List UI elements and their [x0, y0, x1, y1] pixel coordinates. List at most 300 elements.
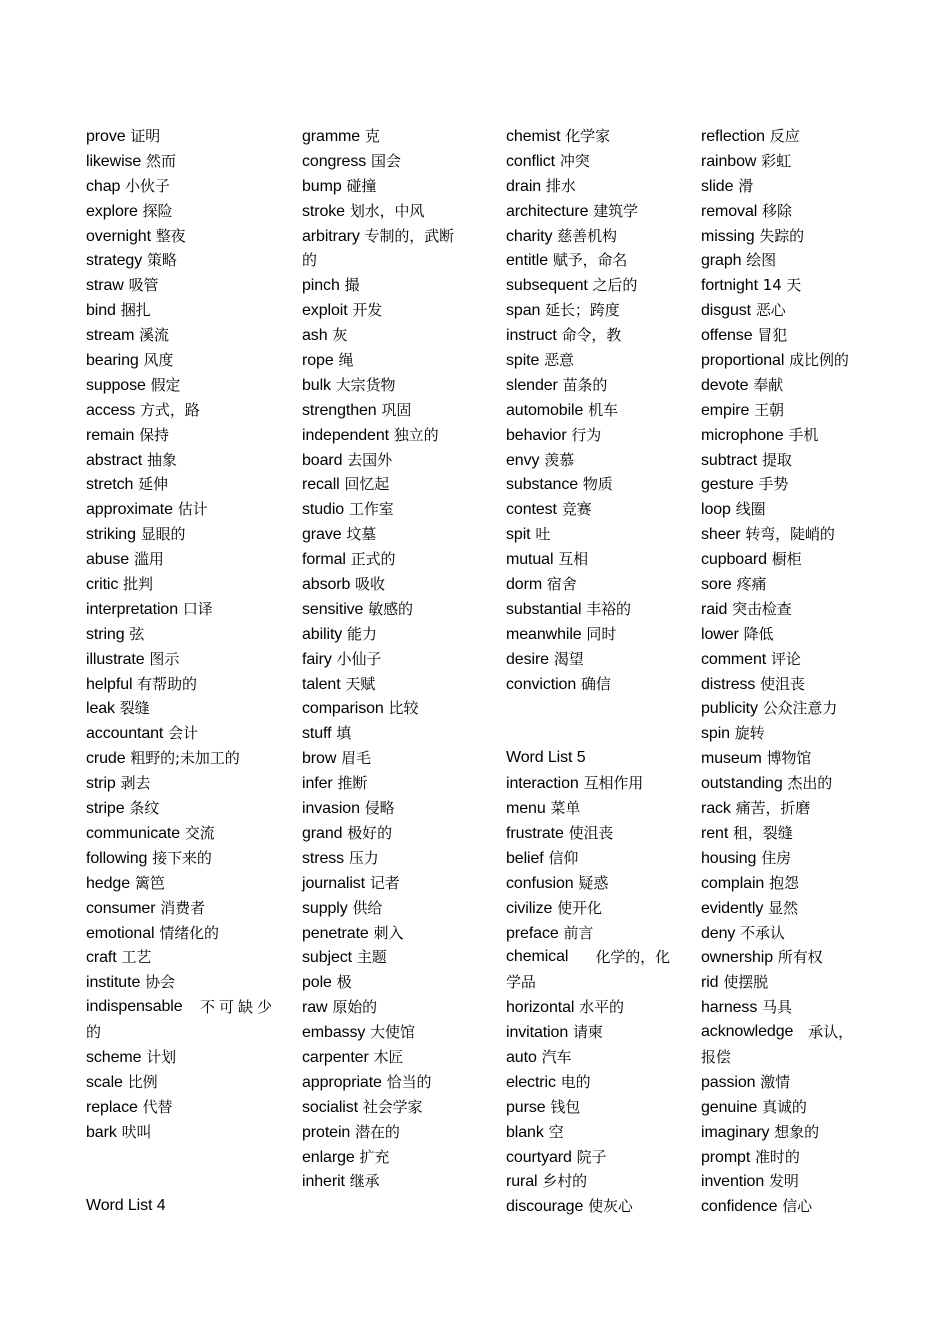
vocab-entry — [86, 896, 276, 921]
vocab-word: stretch — [86, 476, 134, 494]
vocab-meaning: 证明 — [130, 127, 161, 145]
vocab-word: contest — [506, 501, 557, 519]
vocab-entry — [302, 448, 480, 473]
vocab-meaning: 杰出的 — [787, 774, 833, 793]
vocab-word: bump — [302, 177, 342, 195]
vocab-meaning-tail: 的 — [302, 251, 317, 270]
vocab-word: mutual — [506, 551, 554, 569]
vocab-entry — [506, 174, 670, 199]
vocab-entry — [506, 373, 670, 398]
vocab-word: graph — [701, 252, 742, 270]
vocab-entry — [302, 647, 480, 672]
vocab-meaning: 降低 — [743, 624, 774, 643]
vocab-word: brow — [302, 750, 337, 768]
vocab-entry — [302, 1145, 480, 1170]
vocab-meaning: 移除 — [762, 201, 792, 220]
vocab-entry — [701, 995, 881, 1020]
vocab-word: auto — [506, 1048, 537, 1066]
vocab-word: slide — [701, 177, 734, 195]
vocab-word: prompt — [701, 1148, 751, 1166]
vocab-word: charity — [506, 227, 553, 245]
vocab-entry — [302, 921, 480, 946]
vocab-meaning: 彩虹 — [761, 151, 791, 170]
vocab-meaning: 抽象 — [146, 450, 177, 469]
vocab-entry — [701, 199, 881, 224]
vocab-meaning: 抱怨 — [769, 873, 799, 892]
vocab-meaning: 提取 — [761, 450, 792, 469]
vocab-entry-wrapped — [302, 224, 480, 249]
vocab-word: approximate — [86, 501, 173, 519]
vocab-meaning-continued — [86, 1020, 276, 1045]
vocab-meaning: 成比例的 — [789, 351, 849, 370]
vocab-meaning: 极 — [336, 973, 352, 992]
vocab-word: exploit — [302, 302, 348, 320]
spacer — [86, 1169, 276, 1194]
vocab-entry — [86, 871, 276, 896]
vocab-meaning: 汽车 — [541, 1047, 572, 1066]
vocab-entry — [302, 821, 480, 846]
vocab-entry — [86, 597, 276, 622]
vocab-word: appropriate — [302, 1073, 382, 1091]
vocab-entry — [506, 921, 670, 946]
vocab-word: entitle — [506, 252, 548, 270]
vocab-entry — [86, 1095, 276, 1120]
vocab-meaning: 保持 — [139, 425, 169, 444]
vocab-meaning: 推断 — [337, 774, 368, 793]
vocab-meaning: 条纹 — [129, 799, 160, 818]
vocab-meaning: 延伸 — [138, 475, 168, 494]
vocab-entry — [701, 796, 881, 821]
vocab-entry — [86, 1070, 276, 1095]
vocab-meaning: 前言 — [563, 923, 594, 942]
vocab-meaning: 王朝 — [754, 400, 784, 419]
vocab-entry — [86, 423, 276, 448]
vocab-meaning: 计划 — [146, 1047, 177, 1066]
vocab-meaning: 捆扎 — [120, 301, 151, 320]
vocab-meaning: 机车 — [588, 400, 618, 419]
column-4 — [701, 124, 881, 1219]
vocab-entry — [302, 423, 480, 448]
vocab-meaning-continued — [701, 1045, 881, 1070]
vocab-meaning-continued — [302, 248, 480, 273]
vocab-meaning: 探险 — [142, 201, 173, 220]
vocab-meaning: 原始的 — [332, 998, 378, 1017]
vocab-word: board — [302, 451, 343, 469]
vocab-meaning: 苗条的 — [562, 375, 608, 394]
vocab-word: substantial — [506, 600, 582, 618]
vocab-meaning: 反应 — [769, 127, 800, 145]
vocab-meaning: 碰撞 — [346, 176, 377, 195]
vocab-word: formal — [302, 551, 346, 569]
vocab-word: subtract — [701, 451, 758, 469]
vocab-word: courtyard — [506, 1148, 572, 1166]
vocab-entry — [86, 199, 276, 224]
vocab-word: museum — [701, 750, 762, 768]
vocab-meaning: 主题 — [356, 948, 387, 967]
vocab-word: remain — [86, 426, 135, 444]
vocab-entry — [86, 945, 276, 970]
vocab-entry — [302, 149, 480, 174]
vocab-word: invitation — [506, 1024, 569, 1042]
vocab-entry — [506, 1070, 670, 1095]
vocab-meaning: 记者 — [369, 873, 400, 892]
vocab-entry — [701, 298, 881, 323]
vocab-entry — [86, 174, 276, 199]
column-3-entries-c — [506, 995, 670, 1219]
vocab-meaning: 滑 — [738, 176, 754, 195]
vocab-entry — [701, 896, 881, 921]
vocab-meaning: 使开化 — [557, 898, 602, 917]
vocab-meaning: 粗野的;未加工的 — [130, 749, 240, 768]
vocab-meaning: 压力 — [348, 848, 379, 867]
vocab-entry — [506, 348, 670, 373]
vocab-word: rent — [701, 824, 729, 842]
vocab-word: protein — [302, 1123, 351, 1141]
vocab-word: spin — [701, 725, 730, 743]
vocab-entry — [86, 846, 276, 871]
vocab-entry — [506, 273, 670, 298]
vocab-word: slender — [506, 376, 558, 394]
vocab-entry — [701, 448, 881, 473]
vocab-entry — [86, 348, 276, 373]
vocab-word: confusion — [506, 874, 574, 892]
vocab-entry — [701, 547, 881, 572]
vocab-entry — [302, 273, 480, 298]
vocab-entry — [701, 273, 881, 298]
vocab-word: acknowledge — [701, 1023, 794, 1041]
vocab-word: complain — [701, 874, 765, 892]
vocab-entry — [302, 348, 480, 373]
vocab-entry — [86, 572, 276, 597]
vocab-entry — [302, 1070, 480, 1095]
vocab-meaning: 所有权 — [777, 948, 823, 967]
vocab-meaning: 消费者 — [160, 898, 205, 917]
vocab-entry — [302, 696, 480, 721]
vocab-entry — [302, 199, 480, 224]
vocab-meaning: 口译 — [182, 599, 213, 618]
vocab-entry — [302, 945, 480, 970]
vocab-meaning-tail: 的 — [86, 1023, 101, 1042]
vocab-entry — [506, 248, 670, 273]
vocab-meaning: 排水 — [545, 176, 576, 195]
vocab-meaning: 使沮丧 — [760, 674, 805, 693]
vocab-word: socialist — [302, 1098, 359, 1116]
vocab-meaning: 建筑学 — [593, 201, 638, 220]
section-heading: Word List 5 — [506, 749, 586, 767]
vocab-entry — [506, 298, 670, 323]
vocab-word: illustrate — [86, 650, 145, 668]
vocab-word: leak — [86, 700, 115, 718]
vocab-meaning: 转弯，陡峭的 — [745, 525, 835, 544]
vocab-word: preface — [506, 924, 559, 942]
vocab-entry — [86, 970, 276, 995]
vocab-entry — [506, 199, 670, 224]
vocab-word: civilize — [506, 899, 553, 917]
vocab-meaning: 裂缝 — [119, 699, 150, 718]
vocab-entry — [86, 497, 276, 522]
vocab-meaning: 潜在的 — [355, 1122, 400, 1141]
vocab-word: invention — [701, 1173, 765, 1191]
vocab-entry — [86, 273, 276, 298]
vocab-entry — [506, 1095, 670, 1120]
vocab-entry — [86, 248, 276, 273]
vocab-word: grave — [302, 526, 342, 544]
vocab-meaning: 真诚的 — [762, 1097, 807, 1116]
vocab-meaning: 会计 — [168, 724, 198, 743]
vocab-meaning: 社会学家 — [362, 1097, 423, 1116]
vocab-word: hedge — [86, 874, 130, 892]
vocab-entry — [701, 373, 881, 398]
vocab-meaning: 弦 — [129, 624, 145, 643]
vocab-meaning: 供给 — [352, 898, 383, 917]
vocab-word: strengthen — [302, 401, 377, 419]
vocab-entry — [506, 1120, 670, 1145]
vocab-word: imaginary — [701, 1123, 770, 1141]
vocab-entry — [302, 174, 480, 199]
vocab-word: grand — [302, 824, 343, 842]
vocab-meaning: 丰裕的 — [586, 599, 631, 618]
vocab-meaning: 国会 — [370, 151, 401, 170]
vocab-word: comparison — [302, 700, 384, 718]
vocab-entry — [701, 1070, 881, 1095]
vocab-meaning: 比较 — [388, 699, 419, 718]
column-1-entries-a — [86, 124, 276, 995]
vocab-word: substance — [506, 476, 579, 494]
vocab-word: harness — [701, 999, 758, 1017]
vocab-entry — [86, 696, 276, 721]
vocab-word: passion — [701, 1073, 756, 1091]
vocab-entry — [86, 622, 276, 647]
vocab-entry — [86, 149, 276, 174]
vocab-word: replace — [86, 1098, 138, 1116]
vocab-word: raid — [701, 600, 728, 618]
vocab-entry — [302, 871, 480, 896]
vocab-meaning: 橱柜 — [771, 550, 802, 569]
vocab-entry — [701, 398, 881, 423]
vocab-word: craft — [86, 949, 117, 967]
vocab-meaning: 工艺 — [121, 948, 152, 967]
vocab-entry — [506, 846, 670, 871]
vocab-word: interaction — [506, 775, 579, 793]
vocab-entry — [506, 995, 670, 1020]
vocab-meaning: 之后的 — [592, 276, 638, 295]
vocab-entry — [701, 945, 881, 970]
vocab-entry — [506, 497, 670, 522]
vocab-word: studio — [302, 501, 345, 519]
vocab-entry — [86, 448, 276, 473]
vocab-word: spite — [506, 352, 540, 370]
vocab-entry — [86, 124, 276, 149]
vocab-word: purse — [506, 1098, 546, 1116]
vocab-entry — [506, 1169, 670, 1194]
vocab-word: indispensable — [86, 998, 183, 1016]
vocab-entry — [506, 672, 670, 697]
vocab-entry — [86, 547, 276, 572]
vocab-word: spit — [506, 526, 531, 544]
vocab-meaning: 正式的 — [350, 550, 396, 569]
vocab-meaning: 显然 — [768, 898, 798, 917]
vocab-word: ownership — [701, 949, 774, 967]
vocab-word: supply — [302, 899, 348, 917]
vocab-entry — [506, 547, 670, 572]
vocab-meaning: 篱笆 — [134, 873, 165, 892]
vocab-word: emotional — [86, 924, 155, 942]
vocab-word: access — [86, 401, 136, 419]
vocab-entry — [701, 572, 881, 597]
vocab-word: bark — [86, 1123, 117, 1141]
vocab-word: congress — [302, 152, 367, 170]
vocab-entry — [701, 597, 881, 622]
vocab-word: striking — [86, 526, 136, 544]
vocab-entry — [302, 497, 480, 522]
vocab-meaning: 溪流 — [139, 326, 169, 345]
vocab-word: interpretation — [86, 600, 178, 618]
vocab-word: talent — [302, 675, 341, 693]
vocab-entry — [86, 672, 276, 697]
vocab-word: carpenter — [302, 1048, 369, 1066]
vocab-entry-wrapped — [701, 1020, 853, 1045]
vocab-meaning: 工作室 — [348, 500, 394, 519]
vocab-word: outstanding — [701, 775, 783, 793]
vocab-word: genuine — [701, 1098, 758, 1116]
vocab-meaning: 风度 — [143, 351, 174, 370]
vocab-entry — [86, 1120, 276, 1145]
vocab-meaning: 侵略 — [364, 799, 395, 818]
vocab-meaning: 绳 — [338, 351, 354, 370]
vocab-word: frustrate — [506, 824, 564, 842]
vocab-entry — [701, 472, 881, 497]
column-2-entries-a — [302, 124, 480, 224]
vocab-entry — [506, 224, 670, 249]
vocab-word: scale — [86, 1073, 123, 1091]
vocab-meaning: 比例 — [127, 1072, 158, 1091]
vocab-meaning: 灰 — [332, 326, 348, 345]
column-2-entries-b — [302, 273, 480, 1194]
vocab-entry — [701, 622, 881, 647]
vocab-meaning: 剥去 — [120, 774, 151, 793]
vocab-entry — [302, 124, 480, 149]
vocab-word: behavior — [506, 426, 567, 444]
vocab-word: chemist — [506, 128, 561, 145]
vocab-word: fairy — [302, 650, 332, 668]
vocab-meaning: 同时 — [586, 624, 617, 643]
vocab-word: evidently — [701, 899, 764, 917]
vocab-entry — [506, 124, 670, 149]
vocab-meaning: 方式，路 — [140, 400, 200, 419]
vocab-word: blank — [506, 1123, 544, 1141]
vocab-entry — [701, 771, 881, 796]
vocab-meaning: 批判 — [123, 575, 153, 594]
vocab-entry — [701, 696, 881, 721]
vocab-meaning: 马具 — [762, 998, 792, 1017]
vocab-entry — [86, 796, 276, 821]
vocab-word: automobile — [506, 401, 584, 419]
vocab-meaning: 使沮丧 — [568, 823, 614, 842]
vocab-meaning: 吸管 — [128, 276, 159, 295]
vocab-word: stripe — [86, 800, 125, 818]
vocab-entry — [506, 1020, 670, 1045]
vocab-entry — [86, 323, 276, 348]
vocab-entry-wrapped — [506, 945, 670, 970]
vocab-entry — [701, 871, 881, 896]
vocab-entry — [506, 871, 670, 896]
vocab-entry — [86, 398, 276, 423]
vocab-word: electric — [506, 1073, 556, 1091]
vocab-entry — [302, 846, 480, 871]
vocab-meaning: 使摆脱 — [723, 973, 769, 992]
vocab-meaning: 吠叫 — [121, 1122, 152, 1141]
vocab-meaning: 水平的 — [579, 998, 624, 1017]
vocab-meaning: 不承认 — [740, 923, 785, 942]
vocab-meaning: 突击检查 — [732, 599, 792, 618]
vocab-word: empire — [701, 401, 750, 419]
vocab-word: accountant — [86, 725, 164, 743]
vocab-word: likewise — [86, 152, 142, 170]
vocab-meaning: 然而 — [146, 151, 176, 170]
vocab-entry — [302, 547, 480, 572]
vocab-meaning: 行为 — [571, 425, 602, 444]
vocab-entry — [302, 746, 480, 771]
vocab-word: crude — [86, 750, 126, 768]
vocab-word: rack — [701, 800, 731, 818]
vocab-word: suppose — [86, 376, 146, 394]
vocab-word: cupboard — [701, 551, 767, 569]
vocab-word: proportional — [701, 352, 785, 370]
vocab-word: communicate — [86, 824, 181, 842]
vocab-word: subsequent — [506, 277, 588, 295]
vocab-meaning: 滥用 — [133, 550, 164, 569]
vocab-entry — [701, 821, 881, 846]
column-3-entries-a — [506, 124, 670, 696]
column-2 — [302, 124, 480, 1194]
vocab-meaning: 独立的 — [393, 425, 439, 444]
vocab-word: chap — [86, 177, 121, 195]
vocab-entry — [506, 522, 670, 547]
vocab-word: bind — [86, 302, 116, 320]
vocab-meaning: 命令，教 — [561, 326, 622, 345]
vocab-word: fortnight — [701, 277, 758, 295]
vocab-meaning: 不可缺少 — [199, 998, 276, 1017]
vocab-meaning: 准时的 — [755, 1147, 800, 1166]
vocab-entry — [86, 746, 276, 771]
vocab-entry — [701, 1169, 881, 1194]
vocab-meaning: 代替 — [142, 1097, 173, 1116]
spacer — [86, 1145, 276, 1170]
vocab-meaning: 评论 — [770, 649, 801, 668]
vocab-meaning: 承认， — [808, 1023, 853, 1042]
vocab-entry — [701, 174, 881, 199]
vocab-entry — [302, 796, 480, 821]
vocab-word: overnight — [86, 227, 151, 245]
vocab-entry — [302, 1095, 480, 1120]
vocab-entry — [302, 323, 480, 348]
vocab-meaning: 开发 — [352, 301, 383, 320]
vocab-word: dorm — [506, 576, 543, 594]
vocab-word: rid — [701, 974, 719, 992]
vocab-meaning: 敏感的 — [368, 599, 413, 618]
spacer — [506, 721, 670, 746]
vocab-word: discourage — [506, 1198, 584, 1216]
vocab-meaning: 显眼的 — [140, 525, 186, 544]
vocab-meaning: 疼痛 — [736, 575, 767, 594]
vocab-word: housing — [701, 849, 757, 867]
vocab-entry — [86, 647, 276, 672]
vocab-meaning-tail: 学品 — [506, 973, 536, 992]
vocab-meaning: 小仙子 — [336, 649, 382, 668]
vocab-entry — [86, 472, 276, 497]
vocab-word: following — [86, 849, 148, 867]
vocab-word: comment — [701, 650, 767, 668]
